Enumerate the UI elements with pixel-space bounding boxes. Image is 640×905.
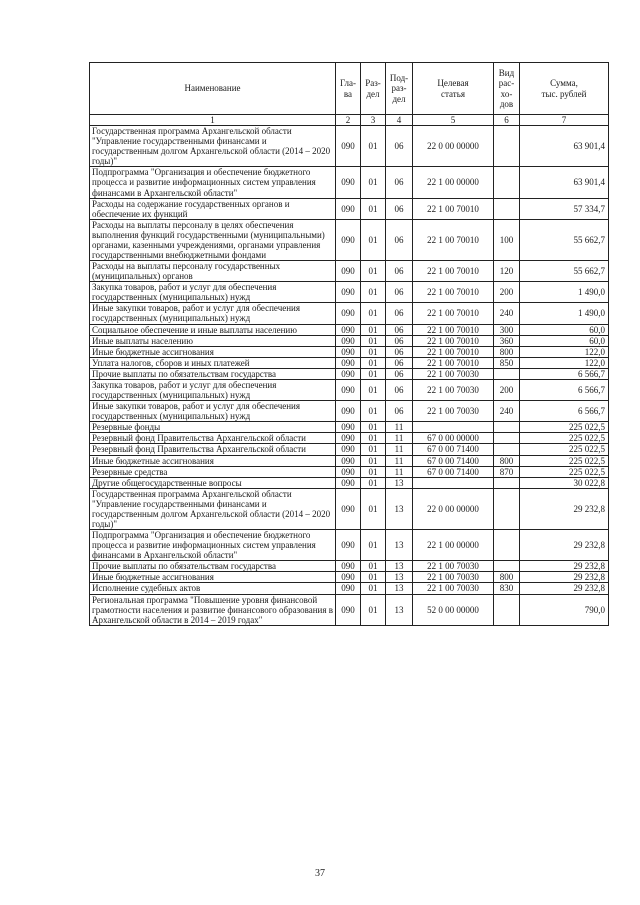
item-razdel: 01: [361, 335, 386, 346]
item-vid: [494, 561, 520, 572]
item-razdel: 01: [361, 379, 386, 400]
item-vid: [494, 126, 520, 167]
header-row: [90, 63, 609, 115]
item-name: Иные закупки товаров, работ и услуг для обеспечения государственных (муниципальных) нужд: [90, 401, 336, 422]
item-sum: 225 022,5: [520, 444, 609, 455]
item-glava: 090: [336, 488, 361, 529]
item-podrazdel: 06: [386, 282, 413, 303]
item-glava: 090: [336, 401, 361, 422]
item-vid: 240: [494, 303, 520, 324]
item-target: 67 0 00 00000: [413, 433, 494, 444]
column-number: 6: [494, 115, 520, 126]
item-sum: 60,0: [520, 335, 609, 346]
item-razdel: 01: [361, 530, 386, 561]
table-row: [90, 368, 609, 379]
item-razdel: 01: [361, 282, 386, 303]
item-razdel: 01: [361, 488, 386, 529]
item-sum: 29 232,8: [520, 530, 609, 561]
item-sum: 122,0: [520, 346, 609, 357]
item-razdel: 01: [361, 583, 386, 594]
table-row: [90, 261, 609, 282]
item-glava: 090: [336, 219, 361, 260]
item-name: Закупка товаров, работ и услуг для обеспечения государственных (муниципальных) нужд: [90, 379, 336, 400]
table-row: [90, 219, 609, 260]
item-podrazdel: 11: [386, 455, 413, 466]
header-razdel: Раз- дел: [361, 63, 386, 115]
column-number: 1: [90, 115, 336, 126]
column-number: 2: [336, 115, 361, 126]
column-number-row: [90, 115, 609, 126]
table-row: [90, 433, 609, 444]
item-sum: 63 901,4: [520, 167, 609, 198]
table-row: [90, 401, 609, 422]
item-target: 22 1 00 70010: [413, 198, 494, 219]
item-razdel: 01: [361, 401, 386, 422]
table-row: [90, 488, 609, 529]
item-glava: 090: [336, 167, 361, 198]
item-podrazdel: 06: [386, 335, 413, 346]
item-glava: 090: [336, 126, 361, 167]
item-name: Резервные средства: [90, 466, 336, 477]
item-name: Закупка товаров, работ и услуг для обеспечения государственных (муниципальных) нужд: [90, 282, 336, 303]
table-row: [90, 198, 609, 219]
item-razdel: 01: [361, 368, 386, 379]
item-vid: [494, 444, 520, 455]
item-vid: [494, 198, 520, 219]
item-vid: 870: [494, 466, 520, 477]
item-razdel: 01: [361, 126, 386, 167]
item-sum: 6 566,7: [520, 401, 609, 422]
item-razdel: 01: [361, 422, 386, 433]
header-glava: Гла- ва: [336, 63, 361, 115]
item-podrazdel: 13: [386, 477, 413, 488]
item-vid: 850: [494, 357, 520, 368]
header-vid: Вид рас- хо- дов: [494, 63, 520, 115]
item-razdel: 01: [361, 261, 386, 282]
item-target: 67 0 00 71400: [413, 444, 494, 455]
item-podrazdel: 11: [386, 433, 413, 444]
item-glava: 090: [336, 346, 361, 357]
item-podrazdel: 13: [386, 561, 413, 572]
item-name: Иные выплаты населению: [90, 335, 336, 346]
item-sum: 1 490,0: [520, 282, 609, 303]
item-vid: [494, 422, 520, 433]
table-row: [90, 357, 609, 368]
item-name: Резервный фонд Правительства Архангельской области: [90, 444, 336, 455]
item-razdel: 01: [361, 219, 386, 260]
item-sum: 6 566,7: [520, 379, 609, 400]
item-podrazdel: 06: [386, 379, 413, 400]
item-glava: 090: [336, 422, 361, 433]
table-row: [90, 335, 609, 346]
table-row: [90, 572, 609, 583]
item-target: 22 0 00 00000: [413, 126, 494, 167]
item-podrazdel: 06: [386, 324, 413, 335]
item-glava: 090: [336, 530, 361, 561]
item-sum: 57 334,7: [520, 198, 609, 219]
item-name: Расходы на выплаты персоналу государственных (муниципальных) органов: [90, 261, 336, 282]
table-row: [90, 530, 609, 561]
item-razdel: 01: [361, 477, 386, 488]
item-glava: 090: [336, 572, 361, 583]
table-row: [90, 444, 609, 455]
item-podrazdel: 11: [386, 466, 413, 477]
item-sum: 55 662,7: [520, 219, 609, 260]
table-row: [90, 346, 609, 357]
item-name: Прочие выплаты по обязательствам государства: [90, 561, 336, 572]
item-target: 67 0 00 71400: [413, 466, 494, 477]
table-row: [90, 583, 609, 594]
item-sum: 30 022,8: [520, 477, 609, 488]
item-podrazdel: 11: [386, 444, 413, 455]
table-row: [90, 466, 609, 477]
item-target: 22 0 00 00000: [413, 488, 494, 529]
item-razdel: 01: [361, 167, 386, 198]
item-vid: 800: [494, 455, 520, 466]
item-podrazdel: 13: [386, 530, 413, 561]
item-sum: 225 022,5: [520, 422, 609, 433]
page-number: 37: [315, 868, 325, 879]
column-number: 5: [413, 115, 494, 126]
item-vid: [494, 488, 520, 529]
item-podrazdel: 06: [386, 368, 413, 379]
item-target: [413, 422, 494, 433]
item-sum: 29 232,8: [520, 561, 609, 572]
item-glava: 090: [336, 261, 361, 282]
item-podrazdel: 06: [386, 401, 413, 422]
item-sum: 1 490,0: [520, 303, 609, 324]
item-podrazdel: 06: [386, 303, 413, 324]
item-glava: 090: [336, 303, 361, 324]
item-razdel: 01: [361, 433, 386, 444]
item-name: Иные бюджетные ассигнования: [90, 572, 336, 583]
item-sum: 55 662,7: [520, 261, 609, 282]
item-vid: 830: [494, 583, 520, 594]
item-name: Уплата налогов, сборов и иных платежей: [90, 357, 336, 368]
item-razdel: 01: [361, 198, 386, 219]
table-row: [90, 477, 609, 488]
item-razdel: 01: [361, 594, 386, 625]
column-number: 3: [361, 115, 386, 126]
item-name: Иные бюджетные ассигнования: [90, 346, 336, 357]
item-vid: 800: [494, 572, 520, 583]
item-target: 22 1 00 70010: [413, 346, 494, 357]
item-vid: [494, 433, 520, 444]
item-target: 22 1 00 70010: [413, 324, 494, 335]
table-row: [90, 594, 609, 625]
item-target: 22 1 00 70010: [413, 303, 494, 324]
item-name: Резервные фонды: [90, 422, 336, 433]
item-sum: 225 022,5: [520, 433, 609, 444]
column-number: 7: [520, 115, 609, 126]
item-vid: [494, 530, 520, 561]
header-podrazdel: Под- раз- дел: [386, 63, 413, 115]
item-sum: 122,0: [520, 357, 609, 368]
item-vid: 800: [494, 346, 520, 357]
item-target: 67 0 00 71400: [413, 455, 494, 466]
item-sum: 225 022,5: [520, 466, 609, 477]
item-vid: 300: [494, 324, 520, 335]
item-sum: 63 901,4: [520, 126, 609, 167]
item-glava: 090: [336, 368, 361, 379]
item-vid: 240: [494, 401, 520, 422]
item-target: 22 1 00 70030: [413, 572, 494, 583]
item-glava: 090: [336, 379, 361, 400]
item-glava: 090: [336, 583, 361, 594]
item-glava: 090: [336, 282, 361, 303]
item-name: Государственная программа Архангельской области "Управление государственными финансами и государственным долгом Архангельской области (2014 – 2020 годы)": [90, 126, 336, 167]
item-glava: 090: [336, 455, 361, 466]
item-podrazdel: 06: [386, 357, 413, 368]
item-target: 22 1 00 70010: [413, 261, 494, 282]
table-row: [90, 379, 609, 400]
item-podrazdel: 13: [386, 488, 413, 529]
item-razdel: 01: [361, 561, 386, 572]
item-podrazdel: 06: [386, 126, 413, 167]
item-vid: 200: [494, 379, 520, 400]
table-row: [90, 282, 609, 303]
item-target: 22 1 00 70030: [413, 583, 494, 594]
item-vid: 200: [494, 282, 520, 303]
item-vid: [494, 167, 520, 198]
item-podrazdel: 06: [386, 346, 413, 357]
item-sum: 60,0: [520, 324, 609, 335]
item-sum: 29 232,8: [520, 583, 609, 594]
item-razdel: 01: [361, 346, 386, 357]
item-glava: 090: [336, 324, 361, 335]
item-name: Подпрограмма "Организация и обеспечение бюджетного процесса и развитие информационных систем управления финансами в Архангельской области": [90, 530, 336, 561]
item-vid: [494, 594, 520, 625]
item-vid: 360: [494, 335, 520, 346]
item-podrazdel: 13: [386, 583, 413, 594]
item-name: Иные бюджетные ассигнования: [90, 455, 336, 466]
item-name: Другие общегосударственные вопросы: [90, 477, 336, 488]
table-row: [90, 126, 609, 167]
item-glava: 090: [336, 357, 361, 368]
item-glava: 090: [336, 561, 361, 572]
item-razdel: 01: [361, 357, 386, 368]
item-glava: 090: [336, 198, 361, 219]
item-target: 22 1 00 70030: [413, 561, 494, 572]
item-glava: 090: [336, 477, 361, 488]
item-podrazdel: 06: [386, 261, 413, 282]
item-glava: 090: [336, 433, 361, 444]
item-sum: 225 022,5: [520, 455, 609, 466]
header-target: Целевая статья: [413, 63, 494, 115]
item-target: 22 1 00 70010: [413, 357, 494, 368]
item-name: Прочие выплаты по обязательствам государства: [90, 368, 336, 379]
item-name: Региональная программа "Повышение уровня финансовой грамотности населения и развитие финансового образования в Архангельской области в 2014 – 2019 годах": [90, 594, 336, 625]
header-name: Наименование: [90, 63, 336, 115]
item-podrazdel: 11: [386, 422, 413, 433]
item-glava: 090: [336, 466, 361, 477]
item-target: [413, 477, 494, 488]
item-target: 22 1 00 00000: [413, 167, 494, 198]
item-sum: 790,0: [520, 594, 609, 625]
item-name: Государственная программа Архангельской области "Управление государственными финансами и государственным долгом Архангельской области (2014 – 2020 годы)": [90, 488, 336, 529]
item-podrazdel: 06: [386, 167, 413, 198]
item-razdel: 01: [361, 303, 386, 324]
item-name: Социальное обеспечение и иные выплаты населению: [90, 324, 336, 335]
item-name: Расходы на содержание государственных органов и обеспечение их функций: [90, 198, 336, 219]
table-row: [90, 422, 609, 433]
item-vid: 100: [494, 219, 520, 260]
table-row: [90, 455, 609, 466]
item-name: Иные закупки товаров, работ и услуг для обеспечения государственных (муниципальных) нужд: [90, 303, 336, 324]
table-row: [90, 324, 609, 335]
item-vid: [494, 368, 520, 379]
item-name: Подпрограмма "Организация и обеспечение бюджетного процесса и развитие информационных систем управления финансами в Архангельской области": [90, 167, 336, 198]
item-target: 22 1 00 70010: [413, 335, 494, 346]
item-vid: [494, 477, 520, 488]
item-razdel: 01: [361, 572, 386, 583]
item-target: 22 1 00 70010: [413, 219, 494, 260]
item-razdel: 01: [361, 444, 386, 455]
item-sum: 29 232,8: [520, 488, 609, 529]
column-number: 4: [386, 115, 413, 126]
item-glava: 090: [336, 335, 361, 346]
item-podrazdel: 13: [386, 594, 413, 625]
item-glava: 090: [336, 444, 361, 455]
item-target: 22 1 00 70030: [413, 401, 494, 422]
item-podrazdel: 06: [386, 198, 413, 219]
item-razdel: 01: [361, 466, 386, 477]
item-target: 22 1 00 70030: [413, 368, 494, 379]
item-vid: 120: [494, 261, 520, 282]
item-target: 52 0 00 00000: [413, 594, 494, 625]
item-glava: 090: [336, 594, 361, 625]
header-sum: Сумма, тыс. рублей: [520, 63, 609, 115]
item-sum: 6 566,7: [520, 368, 609, 379]
table-row: [90, 561, 609, 572]
item-name: Расходы на выплаты персоналу в целях обеспечения выполнения функций государственными (муниципальными) органами, казенными учреждениями, органами управления государственными внебюджетными фондами: [90, 219, 336, 260]
item-target: 22 1 00 70010: [413, 282, 494, 303]
item-razdel: 01: [361, 455, 386, 466]
item-podrazdel: 06: [386, 219, 413, 260]
table-row: [90, 303, 609, 324]
table-row: [90, 167, 609, 198]
item-target: 22 1 00 00000: [413, 530, 494, 561]
budget-table: [89, 62, 609, 626]
item-sum: 29 232,8: [520, 572, 609, 583]
item-name: Резервный фонд Правительства Архангельской области: [90, 433, 336, 444]
item-target: 22 1 00 70030: [413, 379, 494, 400]
item-name: Исполнение судебных актов: [90, 583, 336, 594]
item-razdel: 01: [361, 324, 386, 335]
item-podrazdel: 13: [386, 572, 413, 583]
